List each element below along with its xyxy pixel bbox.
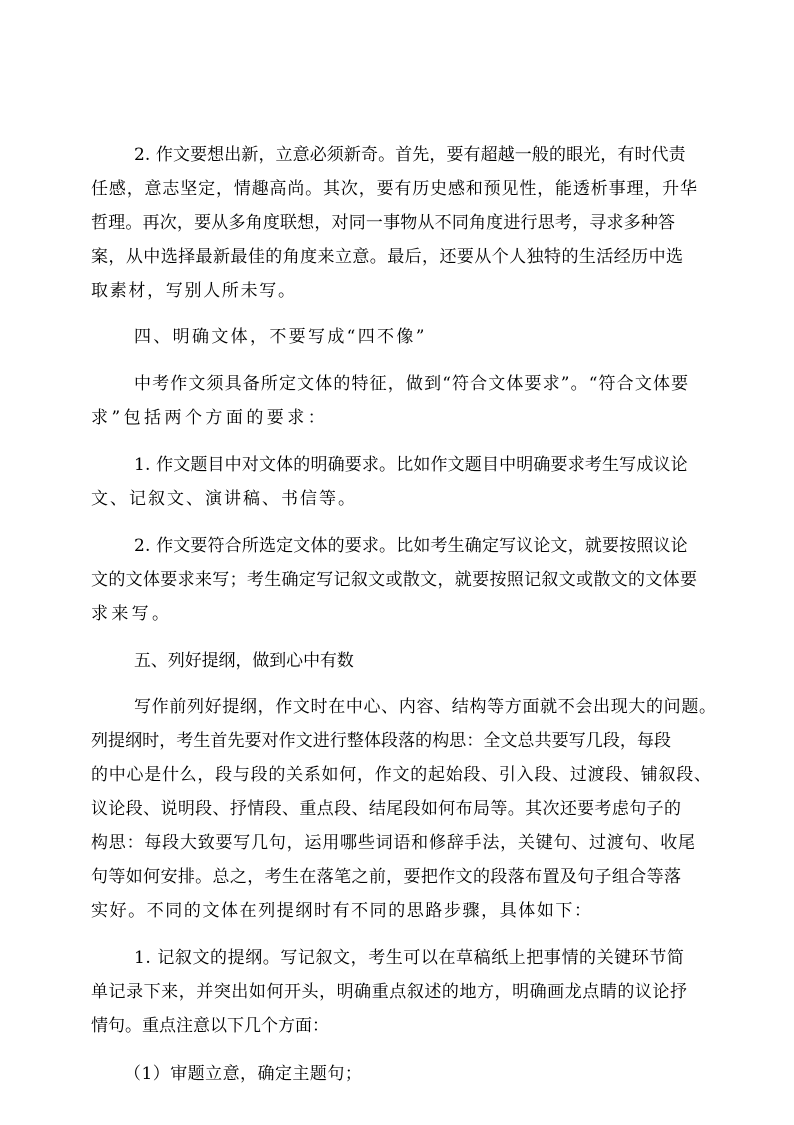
text-line: 文、记叙文、演讲稿、书信等。 [91,489,357,509]
text-line: 任感，意志坚定，情趣高尚。其次，要有历史感和预见性，能透析事理，升华 [91,179,698,199]
text-line: 情句。重点注意以下几个方面： [91,1016,329,1036]
text-line: 求”包括两个方面的要求： [91,408,329,428]
text-line: 2. 作文要符合所选定文体的要求。比如考生确定写议论文，就要按照议论 [134,536,688,556]
text-line: 文的文体要求来写；考生确定写记叙文或散文，就要按照记叙文或散文的文体要 [91,570,698,590]
text-line: 句等如何安排。总之，考生在落笔之前，要把作文的段落布置及句子组合等落 [91,867,682,887]
text-line: 取素材，写别人所未写。 [91,281,297,301]
text-line: 1. 记叙文的提纲。写记叙文，考生可以在草稿纸上把事情的关键环节简 [134,948,685,968]
section-heading-text: 五、列好提纲，做到心中有数 [134,650,354,670]
text-line: 的中心是什么，段与段的关系如何，作文的起始段、引入段、过渡段、铺叙段、 [91,765,712,785]
text-line: 议论段、说明段、抒情段、重点段、结尾段如何布局等。其次还要考虑句子的 [91,799,682,819]
text-line: 案，从中选择最新最佳的角度来立意。最后，还要从个人独特的生活经历中选 [91,247,684,267]
text-line: 实好。不同的文体在列提纲时有不同的思路步骤，具体如下： [91,901,593,921]
text-line: 哲理。再次，要从多角度联想，对同一事物从不同角度进行思考，寻求多种答 [91,213,676,233]
text-line: 1. 作文题目中对文体的明确要求。比如作文题目中明确要求考生写成议论 [134,455,688,475]
text-line: 单记录下来，并突出如何开头，明确重点叙述的地方，明确画龙点睛的议论抒 [91,982,688,1002]
text-line: 列提纲时，考生首先要对作文进行整体段落的构思：全文总共要写几段，每段 [91,731,672,751]
text-line: 构思：每段大致要写几句，运用哪些词语和修辞手法，关键句、过渡句、收尾 [91,833,696,853]
section-heading-text: 四、明确文体，不要写成“四不像” [134,327,427,347]
text-line: 2. 作文要想出新，立意必须新奇。首先，要有超越一般的眼光，有时代责 [134,145,686,165]
text-line: 写作前列好提纲，作文时在中心、内容、结构等方面就不会出现大的问题。 [134,697,717,717]
text-line: 中考作文须具备所定文体的特征，做到“符合文体要求”。“符合文体要 [134,374,690,394]
text-line: 求来写。 [91,604,173,624]
text-line: （1）审题立意，确定主题句； [124,1064,363,1084]
